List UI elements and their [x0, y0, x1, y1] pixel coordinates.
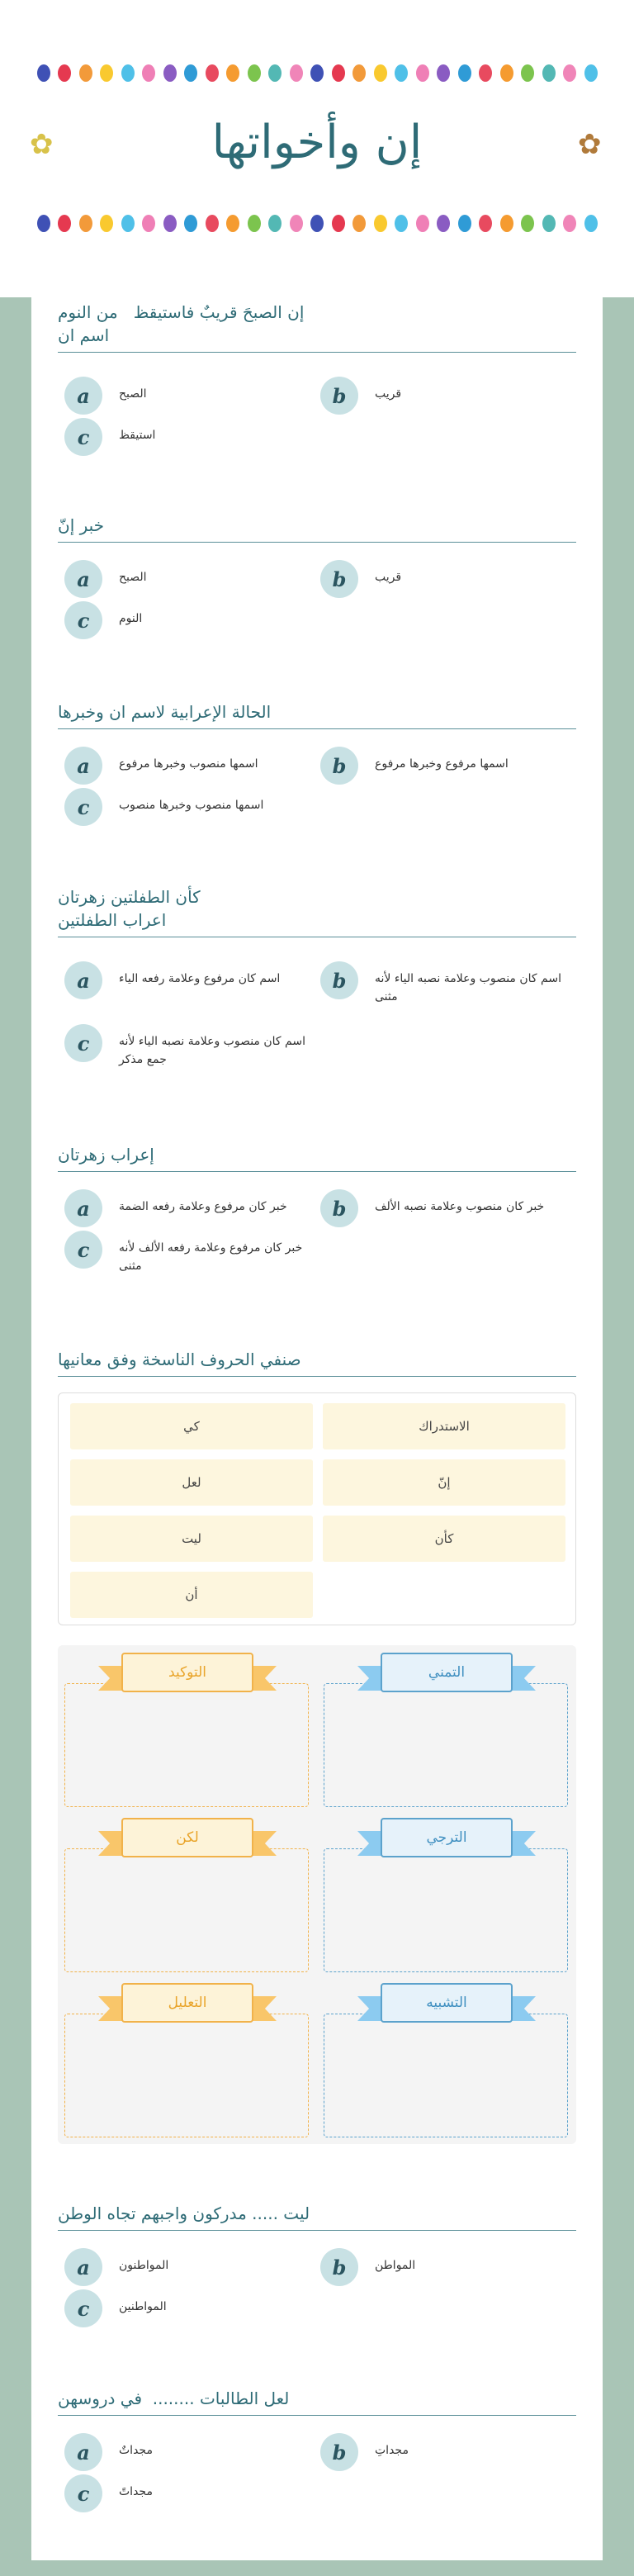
- option-letter: b: [320, 747, 358, 785]
- category-label: الترجي: [381, 1818, 513, 1857]
- option-text: الصبح: [119, 387, 147, 401]
- decorative-dot: [352, 64, 366, 82]
- decorative-dot: [374, 215, 387, 232]
- option-letter: b: [320, 560, 358, 598]
- page-title: إن وأخواتها: [211, 116, 423, 169]
- decorative-dot: [121, 215, 135, 232]
- decorative-dot: [268, 64, 282, 82]
- decorative-dot: [206, 64, 219, 82]
- decorative-dot: [290, 215, 303, 232]
- option-letter: c: [64, 2474, 102, 2512]
- decorative-dot: [352, 215, 366, 232]
- option-a[interactable]: [64, 2248, 312, 2286]
- category-label: التعليل: [121, 1983, 253, 2023]
- option-a[interactable]: [64, 377, 312, 415]
- option-letter: a: [64, 2248, 102, 2286]
- option-letter: c: [64, 1231, 102, 1269]
- option-letter: c: [64, 1024, 102, 1062]
- decorative-dot: [437, 215, 450, 232]
- category-ribbon: [364, 1653, 529, 1694]
- category-ribbon: [105, 1818, 270, 1859]
- decorative-dot: [332, 64, 345, 82]
- decorative-dot: [184, 215, 197, 232]
- decorative-dot: [248, 215, 261, 232]
- option-letter: a: [64, 1189, 102, 1227]
- draggable-chip[interactable]: الاستدراك: [323, 1403, 565, 1449]
- decorative-dot: [100, 215, 113, 232]
- decorative-dot: [521, 64, 534, 82]
- option-letter: b: [320, 2248, 358, 2286]
- decorative-dot: [521, 215, 534, 232]
- decorative-dot: [100, 64, 113, 82]
- option-letter: b: [320, 961, 358, 999]
- decorative-dot: [479, 64, 492, 82]
- decorative-dot: [437, 64, 450, 82]
- decorative-dot: [500, 64, 513, 82]
- category-buckets: [58, 1645, 576, 2144]
- decorative-dot: [58, 215, 71, 232]
- decorative-dot: [248, 64, 261, 82]
- option-letter: c: [64, 601, 102, 639]
- drop-zone[interactable]: [64, 1829, 309, 1972]
- question-title: لعل الطالبات ........ في دروسهن: [58, 2387, 576, 2416]
- drop-zone[interactable]: [324, 1829, 568, 1972]
- option-c[interactable]: [64, 2474, 312, 2512]
- decorative-dots-top: [0, 64, 634, 82]
- option-c[interactable]: [64, 1024, 312, 1069]
- decorative-dot: [416, 215, 429, 232]
- decorative-dot: [142, 215, 155, 232]
- category-ribbon: [364, 1818, 529, 1859]
- option-c[interactable]: [64, 2289, 312, 2327]
- drop-zone[interactable]: [64, 1664, 309, 1807]
- option-a[interactable]: [64, 2433, 312, 2471]
- option-letter: c: [64, 788, 102, 826]
- option-text: مجداتٌ: [119, 2444, 153, 2457]
- decorative-dot: [290, 64, 303, 82]
- category-label: لكن: [121, 1818, 253, 1857]
- decorative-dot: [416, 64, 429, 82]
- option-text: مجداتً: [119, 2485, 153, 2498]
- option-text: اسم كان منصوب وعلامة نصبه الياء لأنه مثنى: [375, 972, 561, 1003]
- option-a[interactable]: [64, 1189, 312, 1227]
- drop-zone[interactable]: [324, 1995, 568, 2137]
- draggable-chip[interactable]: أن: [70, 1572, 313, 1618]
- decorative-dot: [500, 215, 513, 232]
- option-text: المواطنين: [119, 2300, 167, 2313]
- drop-zone[interactable]: [64, 1995, 309, 2137]
- category-ribbon: [364, 1983, 529, 2024]
- option-letter: a: [64, 961, 102, 999]
- category-label: التوكيد: [121, 1653, 253, 1692]
- decorative-dot: [458, 64, 471, 82]
- decorative-dot: [268, 215, 282, 232]
- option-text: اسم كان منصوب وعلامة نصبه الياء لأنه جمع مذكر: [119, 1035, 305, 1066]
- option-text: قريب: [375, 387, 402, 401]
- question-title: كأن الطفلتين زهرتان اعراب الطفلتين: [58, 885, 576, 937]
- option-text: استيقظ: [119, 429, 156, 442]
- category-ribbon: [105, 1653, 270, 1694]
- option-text: خبر كان مرفوع وعلامة رفعه الضمة: [119, 1200, 287, 1213]
- option-a[interactable]: [64, 961, 312, 999]
- option-a[interactable]: [64, 747, 312, 785]
- decorative-dot: [563, 64, 576, 82]
- decorative-dot: [58, 64, 71, 82]
- option-letter: a: [64, 560, 102, 598]
- option-b[interactable]: [320, 377, 568, 415]
- option-text: خبر كان مرفوع وعلامة رفعه الألف لأنه مثنى: [119, 1241, 303, 1273]
- decorative-dot: [142, 64, 155, 82]
- option-b[interactable]: [320, 747, 568, 785]
- decorative-dot: [37, 215, 50, 232]
- decorative-dot: [542, 64, 556, 82]
- option-text: اسمها مرفوع وخبرها مرفوع: [375, 757, 509, 771]
- question-title: إعراب زهرتان: [58, 1143, 576, 1172]
- decorative-dot: [584, 215, 598, 232]
- option-b[interactable]: [320, 961, 568, 1006]
- flower-icon: ✿: [30, 128, 54, 161]
- option-text: اسم كان مرفوع وعلامة رفعه الياء: [119, 972, 281, 985]
- option-text: الصبح: [119, 571, 147, 584]
- option-b[interactable]: [320, 2433, 568, 2471]
- category-label: التشبيه: [381, 1983, 513, 2023]
- category-ribbon: [105, 1983, 270, 2024]
- decorative-dot: [584, 64, 598, 82]
- decorative-dot: [79, 64, 92, 82]
- question-title: إن الصبحَ قريبٌ فاستيقظ من النوم اسم ان: [58, 301, 576, 353]
- decorative-dot: [37, 64, 50, 82]
- option-c[interactable]: [64, 788, 312, 826]
- drop-zone[interactable]: [324, 1664, 568, 1807]
- decorative-dot: [206, 215, 219, 232]
- option-text: اسمها منصوب وخبرها منصوب: [119, 799, 264, 812]
- option-letter: b: [320, 377, 358, 415]
- question-title: صنفي الحروف الناسخة وفق معانيها: [58, 1348, 576, 1377]
- option-c[interactable]: [64, 1231, 312, 1275]
- header: [0, 0, 634, 297]
- option-letter: c: [64, 418, 102, 456]
- decorative-dots-bottom: [0, 215, 634, 232]
- option-text: قريب: [375, 571, 402, 584]
- question-title: خبر إنّ: [58, 514, 576, 543]
- decorative-dot: [163, 64, 177, 82]
- option-letter: b: [320, 2433, 358, 2471]
- flower-icon: ✿: [578, 128, 602, 161]
- option-text: المواطن: [375, 2259, 416, 2272]
- option-text: اسمها منصوب وخبرها مرفوع: [119, 757, 258, 771]
- category-label: التمني: [381, 1653, 513, 1692]
- draggable-chip[interactable]: كي: [70, 1403, 313, 1449]
- decorative-dot: [79, 215, 92, 232]
- option-b[interactable]: [320, 560, 568, 598]
- worksheet-card: [31, 297, 603, 2560]
- option-letter: a: [64, 2433, 102, 2471]
- decorative-dot: [184, 64, 197, 82]
- option-b[interactable]: [320, 1189, 568, 1227]
- draggable-chip[interactable]: إنّ: [323, 1459, 565, 1506]
- option-letter: a: [64, 377, 102, 415]
- option-letter: c: [64, 2289, 102, 2327]
- draggable-chip[interactable]: لعل: [70, 1459, 313, 1506]
- option-text: المواطنون: [119, 2259, 169, 2272]
- decorative-dot: [374, 64, 387, 82]
- decorative-dot: [310, 64, 324, 82]
- decorative-dot: [310, 215, 324, 232]
- decorative-dot: [163, 215, 177, 232]
- draggable-chip[interactable]: ليت: [70, 1516, 313, 1562]
- option-letter: b: [320, 1189, 358, 1227]
- chip-pool: [58, 1392, 576, 1625]
- decorative-dot: [458, 215, 471, 232]
- draggable-chip[interactable]: كأن: [323, 1516, 565, 1562]
- option-text: النوم: [119, 612, 143, 625]
- option-text: خبر كان منصوب وعلامة نصبه الألف: [375, 1200, 545, 1213]
- decorative-dot: [395, 64, 408, 82]
- decorative-dot: [563, 215, 576, 232]
- decorative-dot: [121, 64, 135, 82]
- question-title: ليت ..... مدركون واجبهم تجاه الوطن: [58, 2202, 576, 2231]
- decorative-dot: [542, 215, 556, 232]
- option-c[interactable]: [64, 601, 312, 639]
- question-title: الحالة الإعرابية لاسم ان وخبرها: [58, 700, 576, 729]
- decorative-dot: [395, 215, 408, 232]
- option-text: مجداتِ: [375, 2444, 409, 2457]
- option-letter: a: [64, 747, 102, 785]
- option-c[interactable]: [64, 418, 312, 456]
- decorative-dot: [226, 215, 239, 232]
- option-b[interactable]: [320, 2248, 568, 2286]
- decorative-dot: [479, 215, 492, 232]
- decorative-dot: [226, 64, 239, 82]
- decorative-dot: [332, 215, 345, 232]
- option-a[interactable]: [64, 560, 312, 598]
